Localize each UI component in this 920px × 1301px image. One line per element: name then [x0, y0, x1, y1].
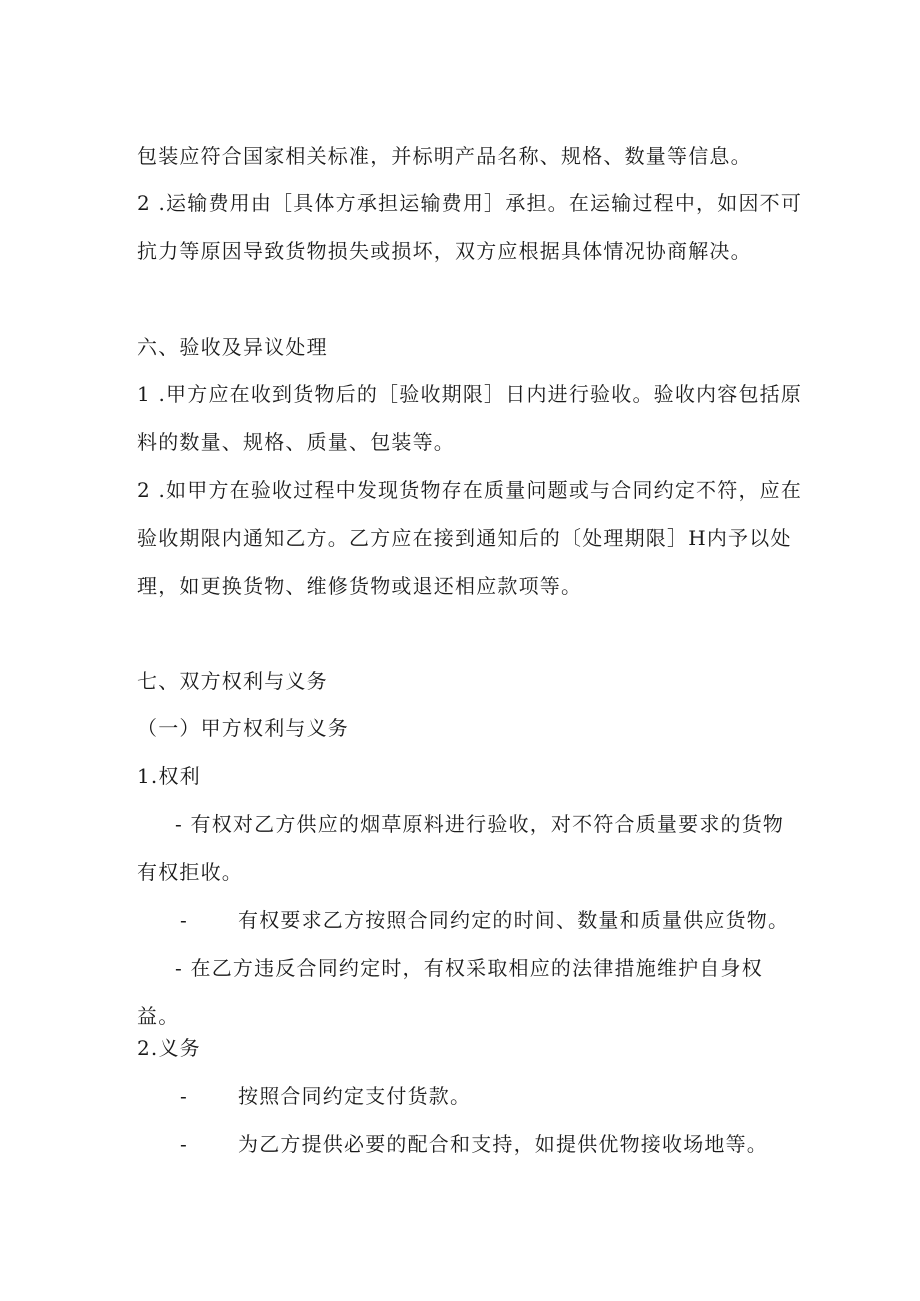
- rights-item-inspection: - 有权对乙方供应的烟草原料进行验收，对不符合质量要求的货物: [175, 812, 785, 836]
- paragraph-line-transport-fee: 2 .运输费用由［具体方承担运输费用］承担。在运输过程中，如因不可: [137, 191, 803, 215]
- list-heading-rights: 1.权利: [137, 764, 201, 788]
- paragraph-line-inspection-period: 1 .甲方应在收到货物后的［验收期限］日内进行验收。验收内容包括原: [137, 382, 803, 406]
- section-heading-inspection: 六、验收及异议处理: [137, 335, 328, 359]
- obligations-item-support: 为乙方提供必要的配合和支持，如提供优物接收场地等。: [238, 1132, 768, 1156]
- rights-item-inspection-cont: 有权拒收。: [137, 860, 243, 884]
- rights-item-supply-demand: 有权要求乙方按照合同约定的时间、数量和质量供应货物。: [238, 908, 790, 932]
- paragraph-line-remedy: 理，如更换货物、维修货物或退还相应款项等。: [137, 574, 583, 598]
- paragraph-line-force-majeure: 抗力等原因导致货物损失或损坏，双方应根据具体情况协商解决。: [137, 239, 752, 263]
- list-dash: -: [180, 908, 187, 932]
- paragraph-line-quality-issue: 2 .如甲方在验收过程中发现货物存在质量问题或与合同约定不符，应在: [137, 478, 803, 502]
- list-dash: -: [180, 1132, 187, 1156]
- rights-item-legal-measures-cont: 益。: [137, 1004, 180, 1028]
- obligations-item-payment: 按照合同约定支付货款。: [238, 1084, 472, 1108]
- rights-item-legal-measures: - 在乙方违反合同约定时，有权采取相应的法律措施维护自身权: [175, 956, 763, 980]
- paragraph-line-packaging: 包装应符合国家相关标准，并标明产品名称、规格、数量等信息。: [137, 144, 752, 168]
- subsection-heading-party-a: （一）甲方权利与义务: [137, 716, 349, 740]
- list-dash: -: [180, 1084, 187, 1108]
- paragraph-line-inspection-content: 料的数量、规格、质量、包装等。: [137, 430, 455, 454]
- paragraph-line-notify-party-b: 验收期限内通知乙方。乙方应在接到通知后的〔处理期限］H内予以处: [137, 526, 792, 550]
- section-heading-rights-obligations: 七、双方权利与义务: [137, 669, 328, 693]
- list-heading-obligations: 2.义务: [137, 1036, 201, 1060]
